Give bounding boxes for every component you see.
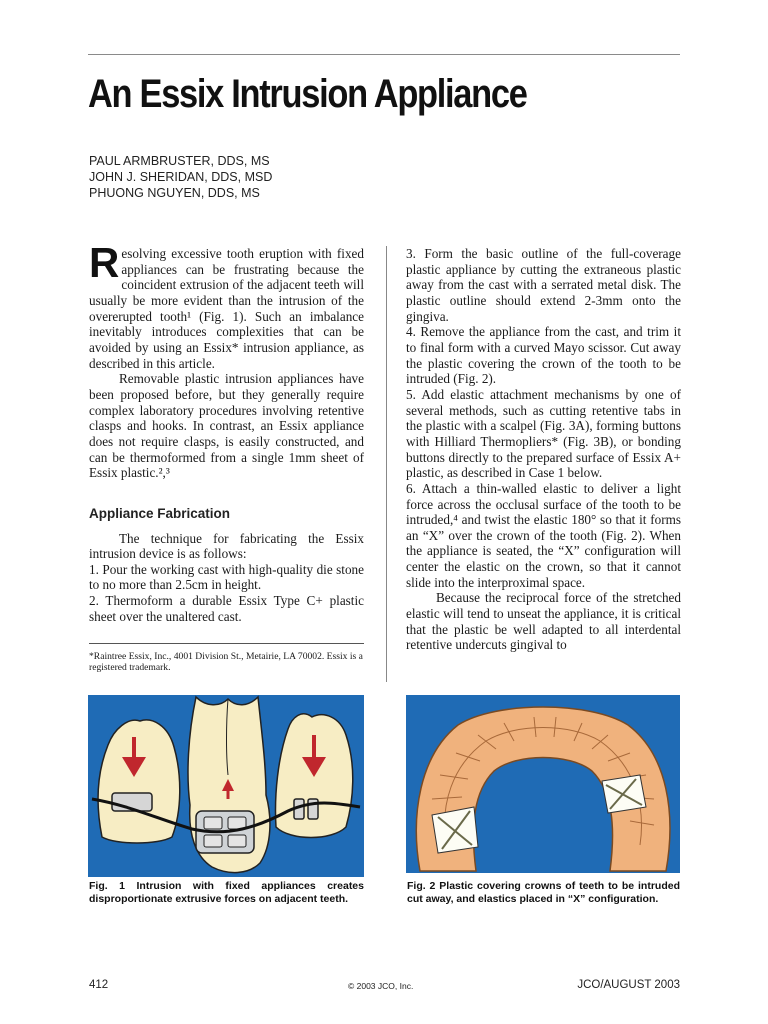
paragraph-2: Removable plastic intrusion appliances have been proposed before, but they generally require complex laboratory procedures involving retentive clasps and hooks. In contrast, an Essix appliance does not require clasps, is easily constructed, and can be thermoformed from a single 1mm sheet of Essix plastic.²,³ — [89, 371, 364, 481]
author-3: PHUONG NGUYEN, DDS, MS — [89, 186, 260, 200]
paragraph-final: Because the reciprocal force of the stretched elastic will tend to unseat the appliance, it is critical that the plastic be well adapted to all interdental retentive undercuts gingival to — [406, 590, 681, 653]
column-divider — [386, 246, 387, 682]
footnote-rule — [89, 643, 364, 644]
footnote: *Raintree Essix, Inc., 4001 Division St., Metairie, LA 70002. Essix is a registered trademark. — [89, 651, 363, 674]
author-2: JOHN J. SHERIDAN, DDS, MSD — [89, 170, 273, 184]
drop-cap: R — [89, 239, 120, 286]
page-number: 412 — [89, 979, 109, 991]
step-6: 6. Attach a thin-walled elastic to deliver a light force across the occlusal surface of the tooth to be intruded,⁴ and twist the elastic 180° so that it forms an “X” over the crown of the tooth (Fig. 2). When the appliance is seated, the “X” configuration will center the elastic on the crown, so that it cannot slide into the interproximal space. — [406, 480, 681, 590]
figure-1-image — [88, 695, 364, 877]
center-bracket-wing — [204, 817, 222, 829]
figure-1-caption: Fig. 1 Intrusion with fixed appliances creates disproportionate extrusive forces on adjacent teeth. — [89, 880, 364, 905]
fixed-appliance-illustration — [88, 695, 364, 877]
center-bracket-wing — [228, 835, 246, 847]
section-heading: Appliance Fabrication — [89, 505, 231, 521]
intro-text: esolving excessive tooth eruption with fixed appliances can be frustrating because the coincident extrusion of the adjacent teeth will usually be more evident than the intrusion of the overerupted tooth¹ (Fig. 1). Such an imbalance inevitably introduces complexities that can be avoided by using an Essix* intrusion appliance, as described in this article. — [89, 246, 364, 371]
dental-cast-illustration — [406, 695, 680, 873]
step-5: 5. Add elastic attachment mechanisms by one of several methods, such as cutting retentive tabs in the plastic with a scalpel (Fig. 3A), forming buttons with Hilliard Thermopliers* (Fig. 3B), or bonding buttons directly to the prepared surface of Essix A+ plastic, as described in Case 1 below. — [406, 386, 681, 481]
right-column — [406, 246, 681, 653]
copyright: © 2003 JCO, Inc. — [348, 981, 414, 991]
left-tooth — [98, 720, 180, 843]
paragraph-3: The technique for fabricating the Essix intrusion device is as follows: — [89, 530, 364, 562]
intro-paragraph — [89, 239, 364, 371]
author-1: PAUL ARMBRUSTER, DDS, MS — [89, 154, 270, 168]
top-rule — [88, 54, 680, 55]
step-2: 2. Thermoform a durable Essix Type C+ plastic sheet over the unaltered cast. — [89, 593, 364, 624]
step-4: 4. Remove the appliance from the cast, and trim it to final form with a curved Mayo scissor. Cut away the plastic covering the crown of the tooth to be intruded (Fig. 2). — [406, 324, 681, 387]
step-1: 1. Pour the working cast with high-quality die stone to no more than 2.5cm in height. — [89, 561, 364, 593]
author-list — [89, 153, 272, 201]
center-bracket-wing — [228, 817, 246, 829]
journal-issue: JCO/AUGUST 2003 — [577, 979, 680, 991]
figure-2-caption: Fig. 2 Plastic covering crowns of teeth to be intruded cut away, and elastics placed in “X” configuration. — [407, 880, 680, 905]
left-column — [89, 239, 364, 674]
figure-2-image — [406, 695, 680, 873]
center-bracket-wing — [204, 835, 222, 847]
article-title: An Essix Intrusion Appliance — [88, 72, 527, 116]
step-3: 3. Form the basic outline of the full-coverage plastic appliance by cutting the extraneous plastic away from the cast with a serrated metal disk. The plastic outline should extend 2-3mm onto the gingiva. — [406, 246, 681, 324]
